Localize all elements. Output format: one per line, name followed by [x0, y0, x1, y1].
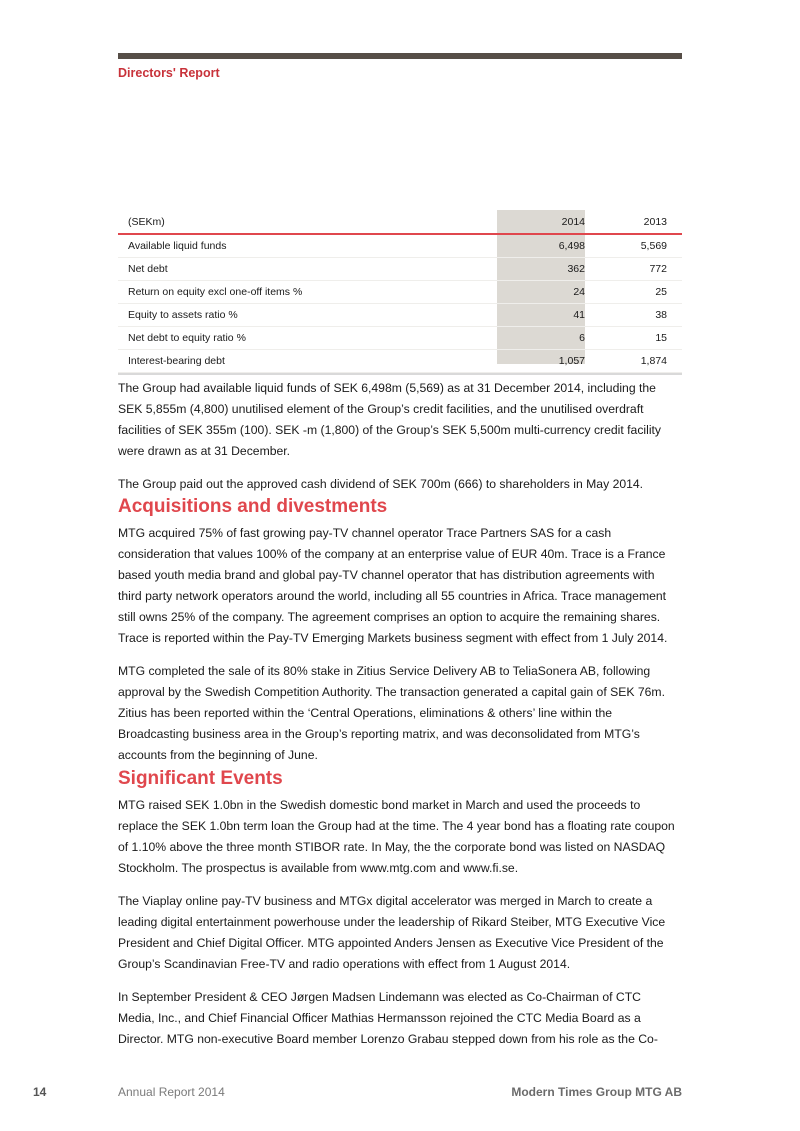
row-label: Equity to assets ratio % — [128, 309, 238, 321]
row-label: Net debt to equity ratio % — [128, 332, 246, 344]
ctc-paragraph: In September President & CEO Jørgen Madsen Lindemann was elected as Co-Chairman of CTC Media, Inc., and Chief Financial Officer Mathias Hermansson rejoined the CTC Media Board as a Director. MTG non-executive Board member Lorenzo Grabau stepped down from his role as the Co- — [118, 990, 658, 1046]
liquidity-paragraph: The Group had available liquid funds of SEK 6,498m (5,569) as at 31 December 2014, including the SEK 5,855m (4,800) unutilised element of the Group’s credit facilities, and the unutilised overdraft facilities of SEK 355m (100). SEK -m (1,800) of the Group’s SEK 5,500m multi-currency credit facility were drawn as at 31 December. — [118, 381, 662, 458]
value-2014: 6,498 — [558, 240, 585, 252]
table-row — [118, 281, 682, 304]
row-label: Return on equity excl one-off items % — [128, 286, 303, 298]
events-section — [118, 766, 678, 1062]
table-bottom-rule — [118, 373, 682, 375]
trace-acquisition-paragraph: MTG acquired 75% of fast growing pay-TV channel operator Trace Partners SAS for a cash consideration that values 100% of the company at an enterprise value of EUR 40m. Trace is a France based youth media brand and global pay-TV channel operator that has distribution agreements with third party network operators around the world, including all 55 countries in Africa. Trace management still owns 25% of the company. The agreement comprises an option to acquire the remaining shares. Trace is reported within the Pay-TV Emerging Markets business segment with effect from 1 July 2014. — [118, 526, 668, 645]
header-rule — [118, 53, 682, 59]
table-row — [118, 235, 682, 258]
company-name: Modern Times Group MTG AB — [511, 1085, 682, 1099]
value-2014: 362 — [567, 263, 585, 275]
column-header-unit: (SEKm) — [128, 215, 165, 228]
viaplay-paragraph: The Viaplay online pay-TV business and MTGx digital accelerator was merged in March to create a leading digital entertainment powerhouse under the leadership of Rikard Steiber, MTG Executive Vice President and Chief Digital Officer. MTG appointed Anders Jensen as Executive Vice President of the Group’s Scandinavian Free-TV and radio operations with effect from 1 August 2014. — [118, 894, 666, 971]
column-header-2014: 2014 — [561, 215, 585, 228]
row-label: Interest-bearing debt — [128, 355, 225, 367]
value-2013: 38 — [655, 309, 667, 321]
value-2014: 1,057 — [558, 355, 585, 367]
table-row — [118, 304, 682, 327]
value-2014: 41 — [573, 309, 585, 321]
dividend-paragraph: The Group paid out the approved cash dividend of SEK 700m (666) to shareholders in May 2014. — [118, 477, 644, 491]
row-label: Net debt — [128, 263, 168, 275]
value-2013: 25 — [655, 286, 667, 298]
table-row — [118, 327, 682, 350]
events-heading: Significant Events — [118, 768, 283, 789]
value-2013: 772 — [649, 263, 667, 275]
table-header-row — [118, 210, 682, 233]
row-label: Available liquid funds — [128, 240, 227, 252]
acquisitions-section — [118, 494, 678, 778]
page-number: 14 — [33, 1085, 47, 1099]
bond-paragraph: MTG raised SEK 1.0bn in the Swedish domestic bond market in March and used the proceeds to replace the SEK 1.0bn term loan the Group had at the time. The 4 year bond has a floating rate coupon of 1.10% above the three month STIBOR rate. In May, the the corporate bond was listed on NASDAQ Stockholm. The prospectus is available from www.mtg.com and www.fi.se. — [118, 798, 675, 875]
value-2013: 15 — [655, 332, 667, 344]
value-2014: 6 — [579, 332, 585, 344]
acquisitions-heading: Acquisitions and divestments — [118, 496, 388, 517]
financial-table — [118, 210, 682, 375]
table-row — [118, 350, 682, 373]
value-2013: 5,569 — [640, 240, 667, 252]
table-row — [118, 258, 682, 281]
value-2014: 24 — [573, 286, 585, 298]
report-name: Annual Report 2014 — [118, 1085, 225, 1099]
liquidity-section — [118, 378, 678, 507]
column-header-2013: 2013 — [643, 215, 667, 228]
zitius-divestment-paragraph: MTG completed the sale of its 80% stake in Zitius Service Delivery AB to TeliaSonera AB, following approval by the Swedish Competition Authority. The transaction generated a capital gain of SEK 76m. Zitius has been reported within the ‘Central Operations, eliminations & others’ line within the Broadcasting business area in the Group’s reporting matrix, and was deconsolidated from MTG’s accounts from the beginning of June. — [118, 664, 665, 762]
value-2013: 1,874 — [640, 355, 667, 367]
section-label: Directors' Report — [118, 66, 220, 80]
